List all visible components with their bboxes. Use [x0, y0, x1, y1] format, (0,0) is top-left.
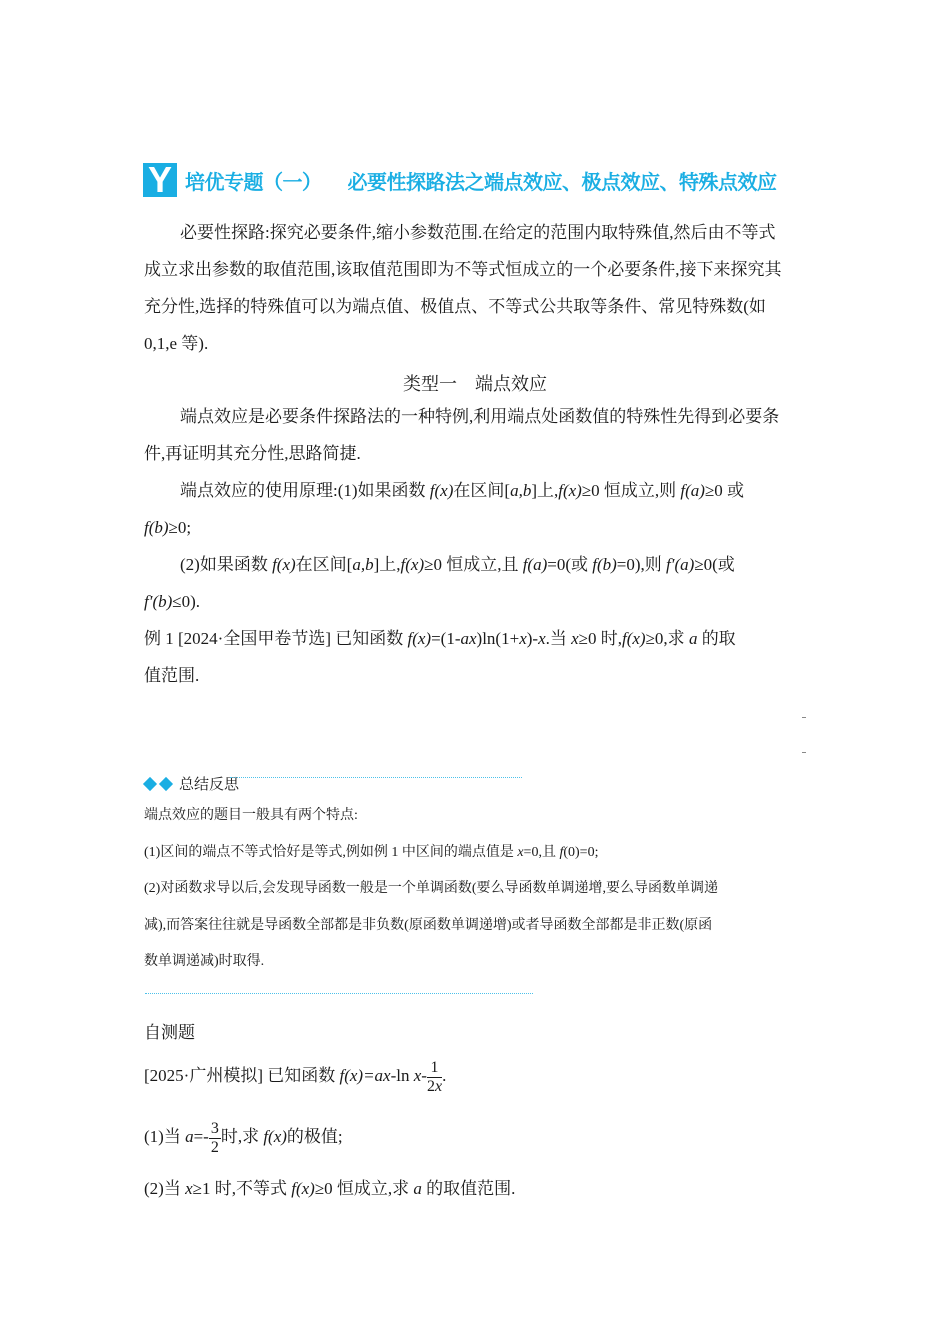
- logo-icon: Y: [143, 163, 177, 197]
- diamond-icon: [159, 776, 173, 790]
- title-bar: [143, 160, 777, 200]
- divider: [230, 777, 522, 778]
- para-line: 件,再证明其充分性,思路简捷.: [144, 444, 361, 463]
- fraction: $\frac{1}{2x}$: [426, 1058, 443, 1095]
- intro-line: 成立求出参数的取值范围,该取值范围即为不等式恒成立的一个必要条件,接下来探究其: [144, 260, 782, 279]
- principle-line: 端点效应的使用原理:(1)如果函数 f(x)在区间[a,b]上,f(x)≥0 恒成立,则 f(a)≥0 或: [180, 481, 745, 500]
- title-part2: 必要性探路法之端点效应、极点效应、特殊点效应: [347, 169, 777, 194]
- margin-mark: [802, 752, 806, 753]
- summary-line: 端点效应的题目一般具有两个特点:: [144, 808, 358, 823]
- intro-line: 充分性,选择的特殊值可以为端点值、极值点、不等式公共取等条件、常见特殊数(如: [144, 297, 766, 316]
- divider: [145, 993, 533, 994]
- fraction: $\frac{3}{2}$: [210, 1119, 219, 1156]
- para-line: 端点效应是必要条件探路法的一种特例,利用端点处函数值的特殊性先得到必要条: [180, 407, 780, 426]
- self-test-question: [2025·广州模拟] 已知函数 f(x)=ax-ln x- $\frac{1}{2x}$ .: [144, 1058, 447, 1095]
- summary-label: 总结反思: [179, 777, 240, 793]
- intro-line: 必要性探路:探究必要条件,缩小参数范围.在给定的范围内取特殊值,然后由不等式: [180, 223, 776, 242]
- principle-line: (2)如果函数 f(x)在区间[a,b]上,f(x)≥0 恒成立,且 f(a)=0(或 f(b)=0),则 f′(a)≥0(或: [180, 555, 735, 574]
- summary-line: 减),而答案往往就是导函数全部都是非负数(原函数单调递增)或者导函数全部都是非正数(原函: [144, 917, 713, 933]
- intro-paragraph: [144, 214, 806, 362]
- principle-line: f′(b)≤0).: [144, 592, 201, 611]
- summary-header: [145, 773, 239, 794]
- example-line: 值范围.: [144, 666, 200, 685]
- principle-line: f(b)≥0;: [144, 518, 192, 537]
- self-test-part1: (1)当 a=- $\frac{3}{2}$ 时,求 f(x)的极值;: [144, 1119, 343, 1156]
- example-line: 例 1 [2024·全国甲卷节选] 已知函数 f(x)=(1-ax)ln(1+x)-x.当 x≥0 时,f(x)≥0,求 a 的取: [144, 629, 736, 648]
- title-part1: 培优专题（一）: [185, 169, 322, 194]
- section-heading: 类型一 端点效应: [403, 374, 547, 394]
- summary-line: 数单调递减)时取得.: [144, 954, 265, 969]
- intro-line: 0,1,e 等).: [144, 334, 209, 353]
- diamond-icon: [143, 776, 157, 790]
- summary-line: (1)区间的端点不等式恰好是等式,例如例 1 中区间的端点值是 x=0,且 f(0)=0;: [144, 844, 599, 860]
- summary-line: (2)对函数求导以后,会发现导函数一般是一个单调函数(要么导函数单调递增,要么导函数单调递: [144, 881, 718, 896]
- self-test-part2: (2)当 x≥1 时,不等式 f(x)≥0 恒成立,求 a 的取值范围.: [144, 1179, 516, 1198]
- summary-body: [144, 798, 806, 981]
- section1-body: [144, 398, 806, 694]
- self-test-heading: 自测题: [144, 1023, 195, 1042]
- margin-mark: [802, 717, 806, 718]
